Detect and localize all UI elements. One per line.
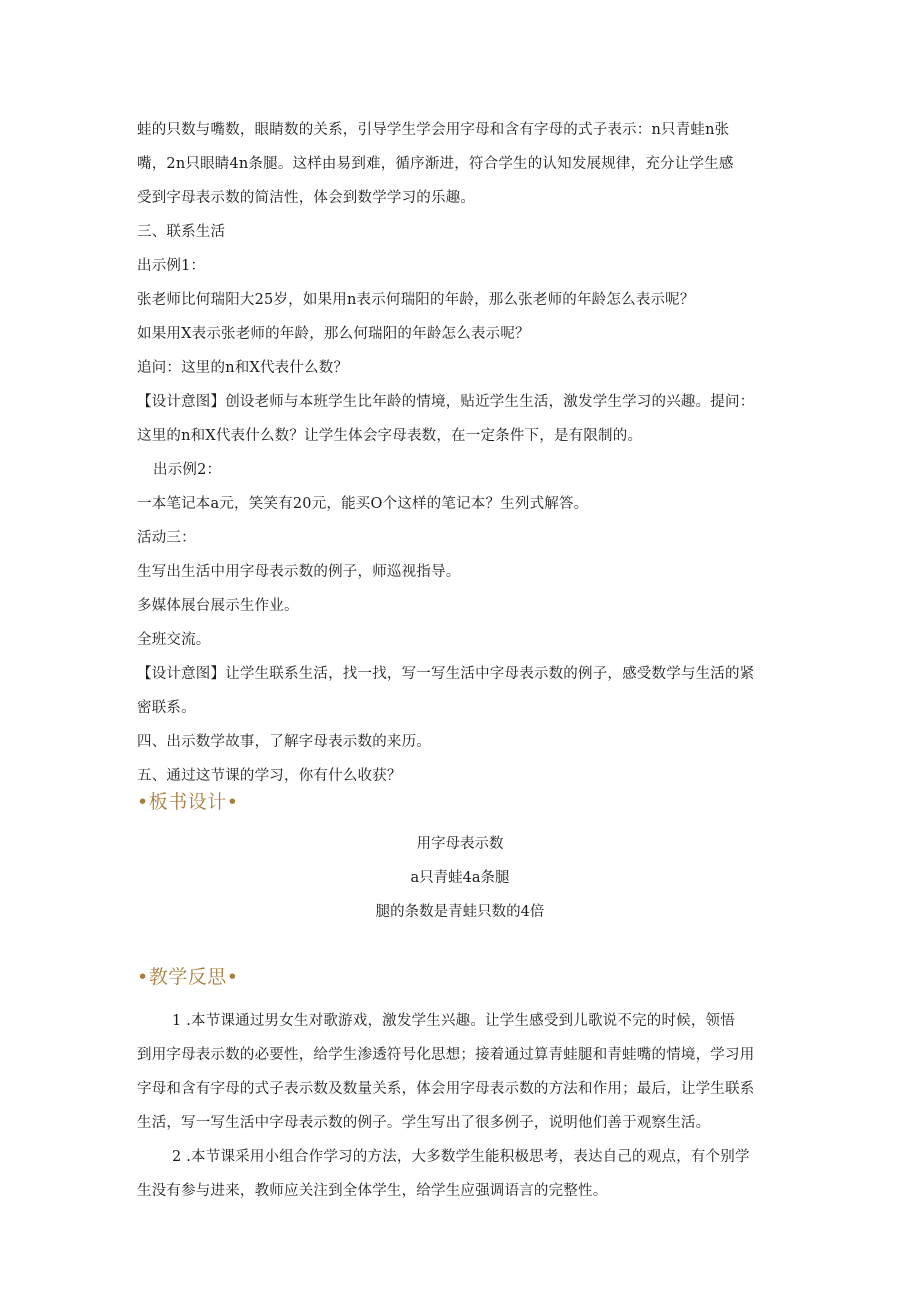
intro-line-3: 受到字母表示数的简洁性，体会到数学学习的乐趣。 [137,190,476,206]
example1-followup: 追问：这里的n和X代表什么数？ [137,360,349,376]
activity3-line3: 全班交流。 [137,632,211,648]
board-design-heading: •板书设计• [137,791,239,813]
design-intent-1-line2: 这里的n和X代表什么数？让学生体会字母表数，在一定条件下，是有限制的。 [137,428,643,444]
design-intent-2-line2: 密联系。 [137,700,196,716]
activity3-label: 活动三： [137,530,196,546]
design-intent-1-line1: 【设计意图】创设老师与本班学生比年龄的情境，贴近学生生活，激发学生学习的兴趣。提问： [137,394,755,410]
example1-question2: 如果用X表示张老师的年龄，那么何瑞阳的年龄怎么表示呢？ [137,326,530,342]
example1-question1: 张老师比何瑞阳大25岁，如果用n表示何瑞阳的年龄，那么张老师的年龄怎么表示呢？ [137,292,695,308]
board-line-2: 腿的条数是青蛙只数的4倍 [375,904,545,920]
board-line-1: a只青蛙4a条腿 [410,870,510,886]
example2-label: 出示例2： [153,462,222,478]
activity3-line1: 生写出生活中用字母表示数的例子，师巡视指导。 [137,564,461,580]
intro-line-1: 蛙的只数与嘴数，眼睛数的关系，引导学生学会用字母和含有字母的式子表示：n只青蛙n张 [137,122,730,138]
reflection-p2-line2: 生没有参与进来，教师应关注到全体学生，给学生应强调语言的完整性。 [137,1183,608,1199]
intro-line-2: 嘴，2n只眼睛4n条腿。这样由易到难，循序渐进，符合学生的认知发展规律，充分让学生感 [137,156,734,172]
activity3-line2: 多媒体展台展示生作业。 [137,598,299,614]
reflection-p1-line1: 1 .本节课通过男女生对歌游戏，激发学生兴趣。让学生感受到儿歌说不完的时候，领悟 [172,1013,735,1029]
reflection-p1-line3: 字母和含有字母的式子表示数及数量关系，体会用字母表示数的方法和作用；最后，让学生联系 [137,1081,755,1097]
reflection-p1-line4: 生活，写一写生活中字母表示数的例子。学生写出了很多例子，说明他们善于观察生活。 [137,1115,711,1131]
example2-text: 一本笔记本a元，笑笑有20元，能买O个这样的笔记本？生列式解答。 [137,496,589,512]
section3-title: 三、联系生活 [137,224,226,240]
reflection-p1-line2: 到用字母表示数的必要性，给学生渗透符号化思想；接着通过算青蛙腿和青蛙嘴的情境，学习用 [137,1047,755,1063]
section5-title: 五、通过这节课的学习，你有什么收获？ [137,768,402,784]
reflection-p2-line1: 2 .本节课采用小组合作学习的方法，大多数学生能积极思考，表达自己的观点，有个别学 [172,1149,750,1165]
board-title: 用字母表示数 [416,836,504,852]
example1-label: 出示例1： [137,258,206,274]
section4-title: 四、出示数学故事，了解字母表示数的来历。 [137,734,431,750]
reflection-heading: •教学反思• [137,966,239,988]
design-intent-2-line1: 【设计意图】让学生联系生活，找一找，写一写生活中字母表示数的例子，感受数学与生活的紧 [137,666,755,682]
